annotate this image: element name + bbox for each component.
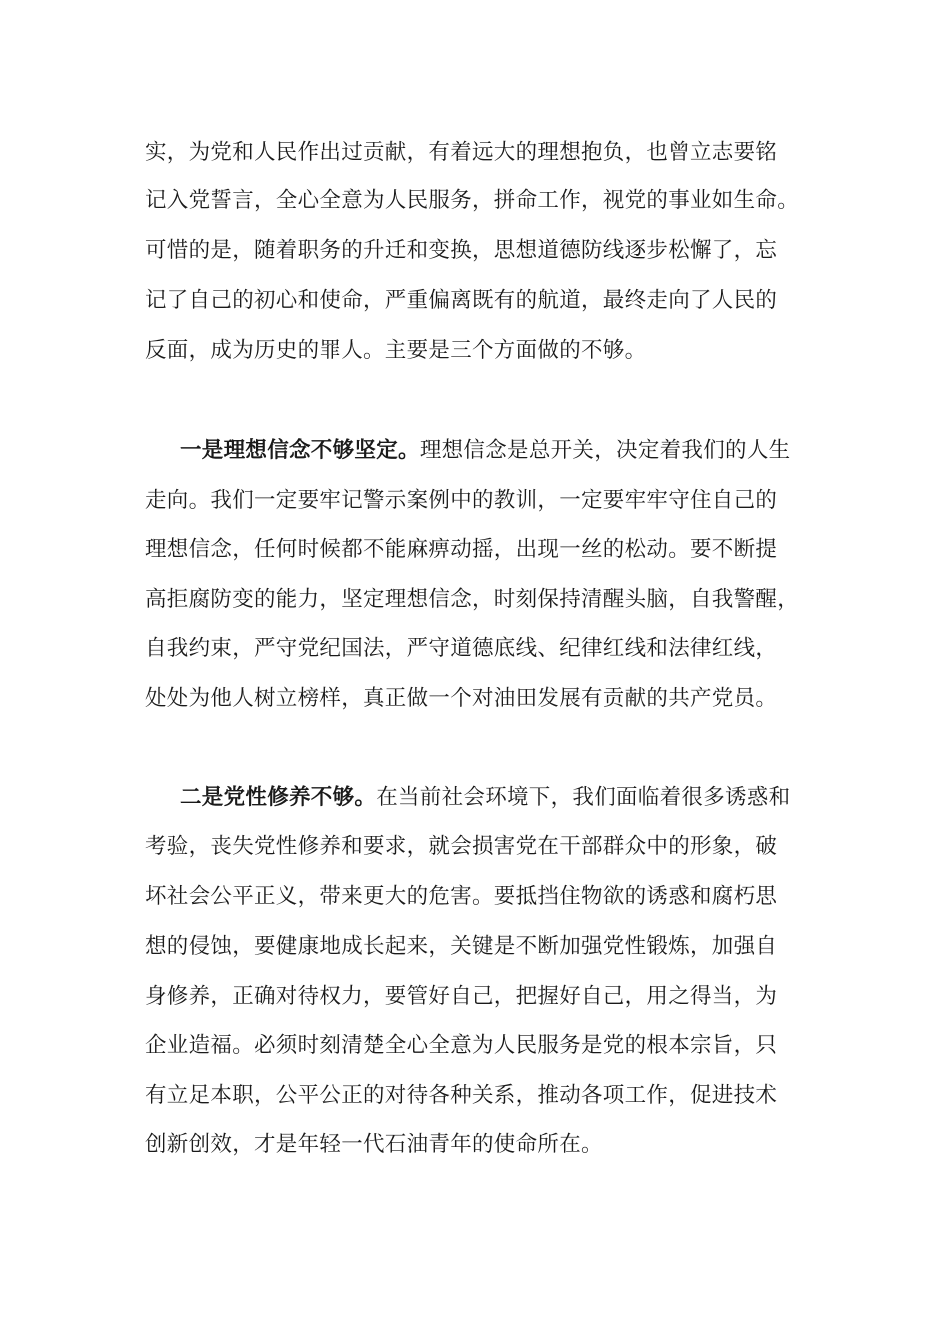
paragraph-2-first-text: 理想信念是总开关，决定着我们的人生 — [419, 438, 791, 463]
paragraph-1-line-5: 反面，成为历史的罪人。主要是三个方面做的不够。 — [145, 338, 647, 363]
paragraph-1-line-1: 实，为党和人民作出过贡献，有着远大的理想抱负，也曾立志要铭 — [145, 140, 778, 165]
paragraph-1-line-3: 可惜的是，随着职务的升迁和变换，思想道德防线逐步松懈了，忘 — [145, 238, 778, 263]
paragraph-3-line-2: 考验，丧失党性修养和要求，就会损害党在干部群众中的形象，破 — [145, 834, 778, 859]
paragraph-3-heading: 二是党性修养不够。 — [180, 785, 377, 810]
paragraph-3-line-5: 身修养，正确对待权力，要管好自己，把握好自己，用之得当，为 — [145, 984, 778, 1009]
paragraph-3-line-3: 坏社会公平正义，带来更大的危害。要抵挡住物欲的诱惑和腐朽思 — [145, 884, 778, 909]
paragraph-3-first-line — [180, 783, 880, 813]
paragraph-2-line-5: 自我约束，严守党纪国法，严守道德底线、纪律红线和法律红线， — [145, 636, 778, 661]
paragraph-2-line-6: 处处为他人树立榜样，真正做一个对油田发展有贡献的共产党员。 — [145, 686, 778, 711]
paragraph-3-first-text: 在当前社会环境下，我们面临着很多诱惑和 — [376, 785, 791, 810]
paragraph-2-line-3: 理想信念，任何时候都不能麻痹动摇，出现一丝的松动。要不断提 — [145, 537, 778, 562]
paragraph-3-line-4: 想的侵蚀，要健康地成长起来，关键是不断加强党性锻炼，加强自 — [145, 934, 778, 959]
paragraph-1-line-4: 记了自己的初心和使命，严重偏离既有的航道，最终走向了人民的 — [145, 288, 778, 313]
paragraph-2-line-4: 高拒腐防变的能力，坚定理想信念，时刻保持清醒头脑，自我警醒， — [145, 587, 800, 612]
paragraph-3-line-6: 企业造福。必须时刻清楚全心全意为人民服务是党的根本宗旨，只 — [145, 1033, 778, 1058]
paragraph-2-heading: 一是理想信念不够坚定。 — [180, 438, 420, 463]
paragraph-3-line-8: 创新创效，才是年轻一代石油青年的使命所在。 — [145, 1132, 603, 1157]
paragraph-1-line-2: 记入党誓言，全心全意为人民服务，拼命工作，视党的事业如生命。 — [145, 188, 800, 213]
paragraph-3-line-7: 有立足本职，公平公正的对待各种关系，推动各项工作，促进技术 — [145, 1083, 778, 1108]
paragraph-2-first-line — [180, 436, 880, 466]
paragraph-2-line-2: 走向。我们一定要牢记警示案例中的教训，一定要牢牢守住自己的 — [145, 488, 778, 513]
